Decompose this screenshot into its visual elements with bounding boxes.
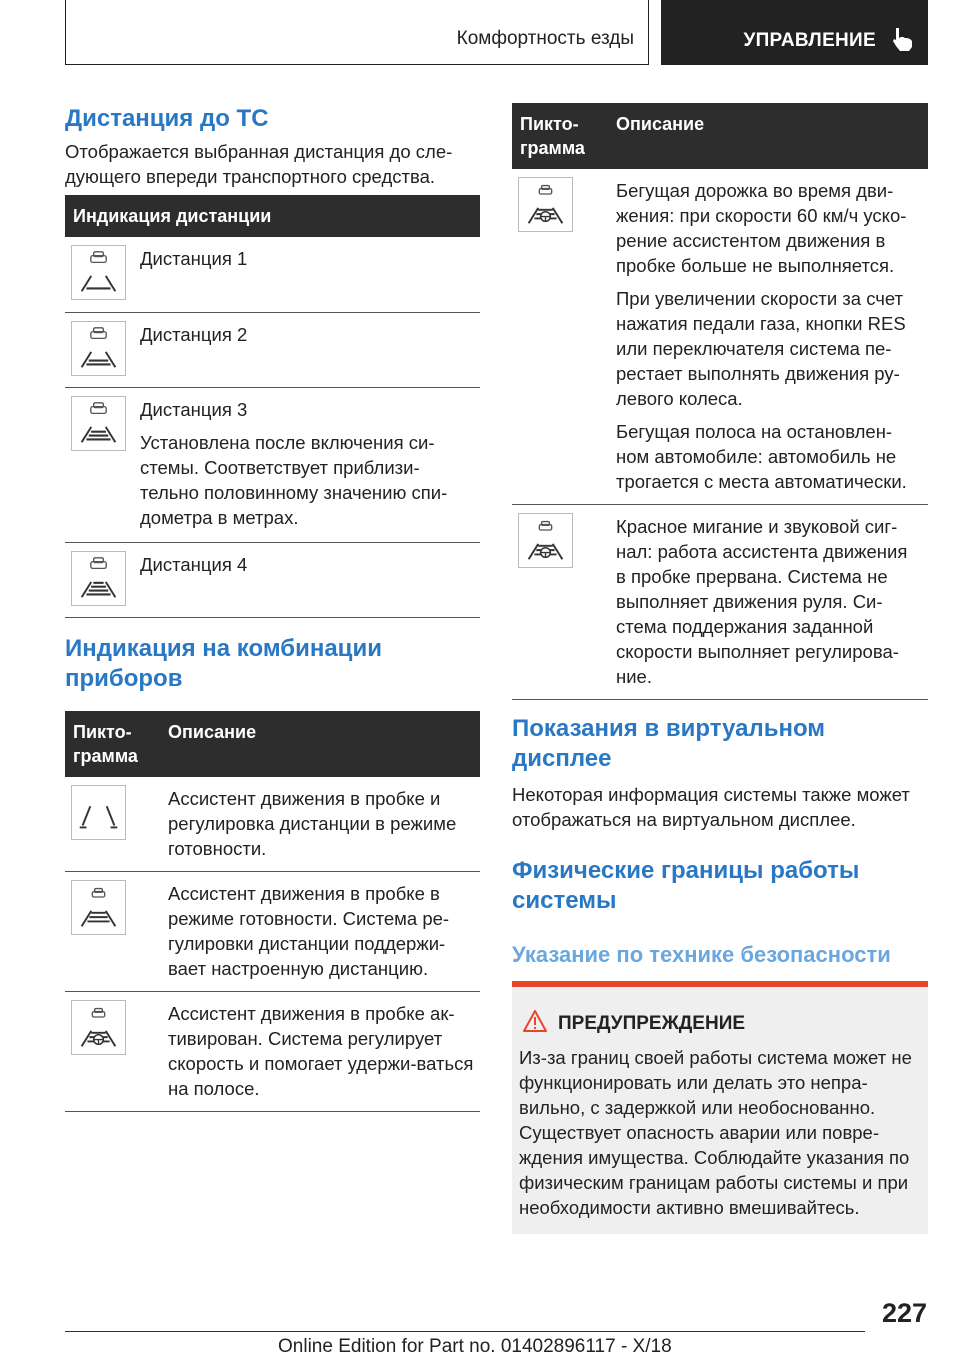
system-limits-title: Физические границы работы системы: [512, 857, 860, 914]
table-row: [512, 505, 928, 700]
footer-divider: [65, 1331, 865, 1332]
row-description: [140, 237, 480, 312]
virtual-display-title: Показания в виртуальном дисплее: [512, 715, 826, 772]
cluster-title: Индикация на комбинации приборов: [65, 635, 382, 692]
row-description: [160, 872, 480, 992]
section-title: Комфортность езды: [456, 28, 634, 49]
row-description: [160, 777, 480, 872]
description-column-header: Описание: [608, 103, 928, 169]
description-paragraph: Ассистент движения в пробке ак-тивирован. Система регулирует скорость и помогает удержи-ваться на полосе.: [168, 1003, 474, 1099]
distance-table: [65, 195, 480, 618]
row-description: [160, 992, 480, 1112]
description-paragraph: Дистанция 4: [140, 553, 248, 575]
lane-car-icon: [71, 880, 126, 935]
red-wheel-icon: [518, 513, 573, 568]
table-row: [65, 872, 480, 992]
description-paragraph: Дистанция 2: [140, 323, 248, 345]
table-row: [65, 312, 480, 387]
distance-2-icon: [71, 321, 126, 376]
chapter-title: УПРАВЛЕНИЕ: [743, 30, 876, 51]
row-description: [140, 542, 480, 617]
table-row: [65, 542, 480, 617]
description-paragraph: Бегущая полоса на остановлен-ном автомобиле: автомобиль не трогается с места автоматически.: [616, 421, 907, 492]
description-paragraph: Ассистент движения в пробке и регулировка дистанции в режиме готовности.: [168, 788, 457, 859]
pointing-hand-icon: [890, 26, 916, 52]
table-row: [65, 387, 480, 542]
warning-box: [512, 981, 928, 1234]
distance-text: Отображается выбранная дистанция до сле-дующего впереди транспортного средства.: [65, 141, 453, 187]
distance-table-header: Индикация дистанции: [65, 195, 480, 237]
safety-note-title: Указание по технике безопасности: [512, 942, 891, 967]
right-pictogram-table: [512, 103, 928, 700]
pictogram-column-header: Пикто-грамма: [512, 103, 608, 169]
row-description: [608, 505, 928, 700]
description-paragraph: Установлена после включения си-стемы. Соответствует приблизи-тельно половинному значению спи-дометра в метрах.: [140, 431, 448, 528]
row-description: [608, 169, 928, 505]
distance-3-icon: [71, 396, 126, 451]
table-row: [65, 237, 480, 312]
distance-title: Дистанция до ТС: [65, 105, 269, 132]
description-column-header: Описание: [160, 711, 480, 777]
chapter-tab: [661, 0, 928, 65]
description-paragraph: При увеличении скорости за счет нажатия педали газа, кнопки RES или переключателя система пе-рестает выполнять движения ру-левого колеса.: [616, 288, 906, 409]
description-paragraph: Бегущая дорожка во время дви-жения: при скорости 60 км/ч уско-рение ассистентом движения в пробке больше не выполняется.: [616, 180, 907, 276]
description-paragraph: Красное мигание и звуковой сиг-нал: работа ассистента движения в пробке прервана. Система не выполняет движения руля. Си-стема поддержания заданной скорости выполняет регулирова-ние.: [616, 516, 908, 687]
table-row: [65, 992, 480, 1112]
pictogram-column-header: Пикто-грамма: [65, 711, 160, 777]
footer-text: Online Edition for Part no. 01402896117 - X/18: [278, 1336, 672, 1357]
warning-text: Из-за границ своей работы система может не функционировать или делать это непра-вильно, с задержкой или необоснованно. Существует опасность аварии или повре-ждения имущества. Соблюдайте указания по физическим границам работы системы и при необходимости активно вмешивайтесь.: [519, 1047, 912, 1218]
warning-title: ПРЕДУПРЕЖДЕНИЕ: [558, 1013, 746, 1034]
table-row: [65, 777, 480, 872]
cluster-table: [65, 711, 480, 1112]
description-paragraph: Дистанция 1: [140, 248, 248, 269]
description-paragraph: Ассистент движения в пробке в режиме готовности. Система ре-гулировки дистанции поддержи-вает настроенную дистанцию.: [168, 883, 450, 979]
page-number: 227: [881, 1298, 927, 1328]
row-description: [140, 312, 480, 387]
warning-triangle-icon: [522, 1009, 548, 1033]
lane-lines-icon: [71, 785, 126, 840]
running-lane-icon: [518, 177, 573, 232]
description-paragraph: Дистанция 3: [140, 398, 248, 420]
distance-4-icon: [71, 551, 126, 606]
header-section-box: [65, 0, 649, 65]
lane-car-wheel-icon: [71, 1000, 126, 1055]
virtual-display-text: Некоторая информация системы также может отображаться на виртуальном дисплее.: [512, 784, 910, 830]
distance-1-icon: [71, 245, 126, 300]
table-row: [512, 169, 928, 505]
row-description: [140, 387, 480, 542]
